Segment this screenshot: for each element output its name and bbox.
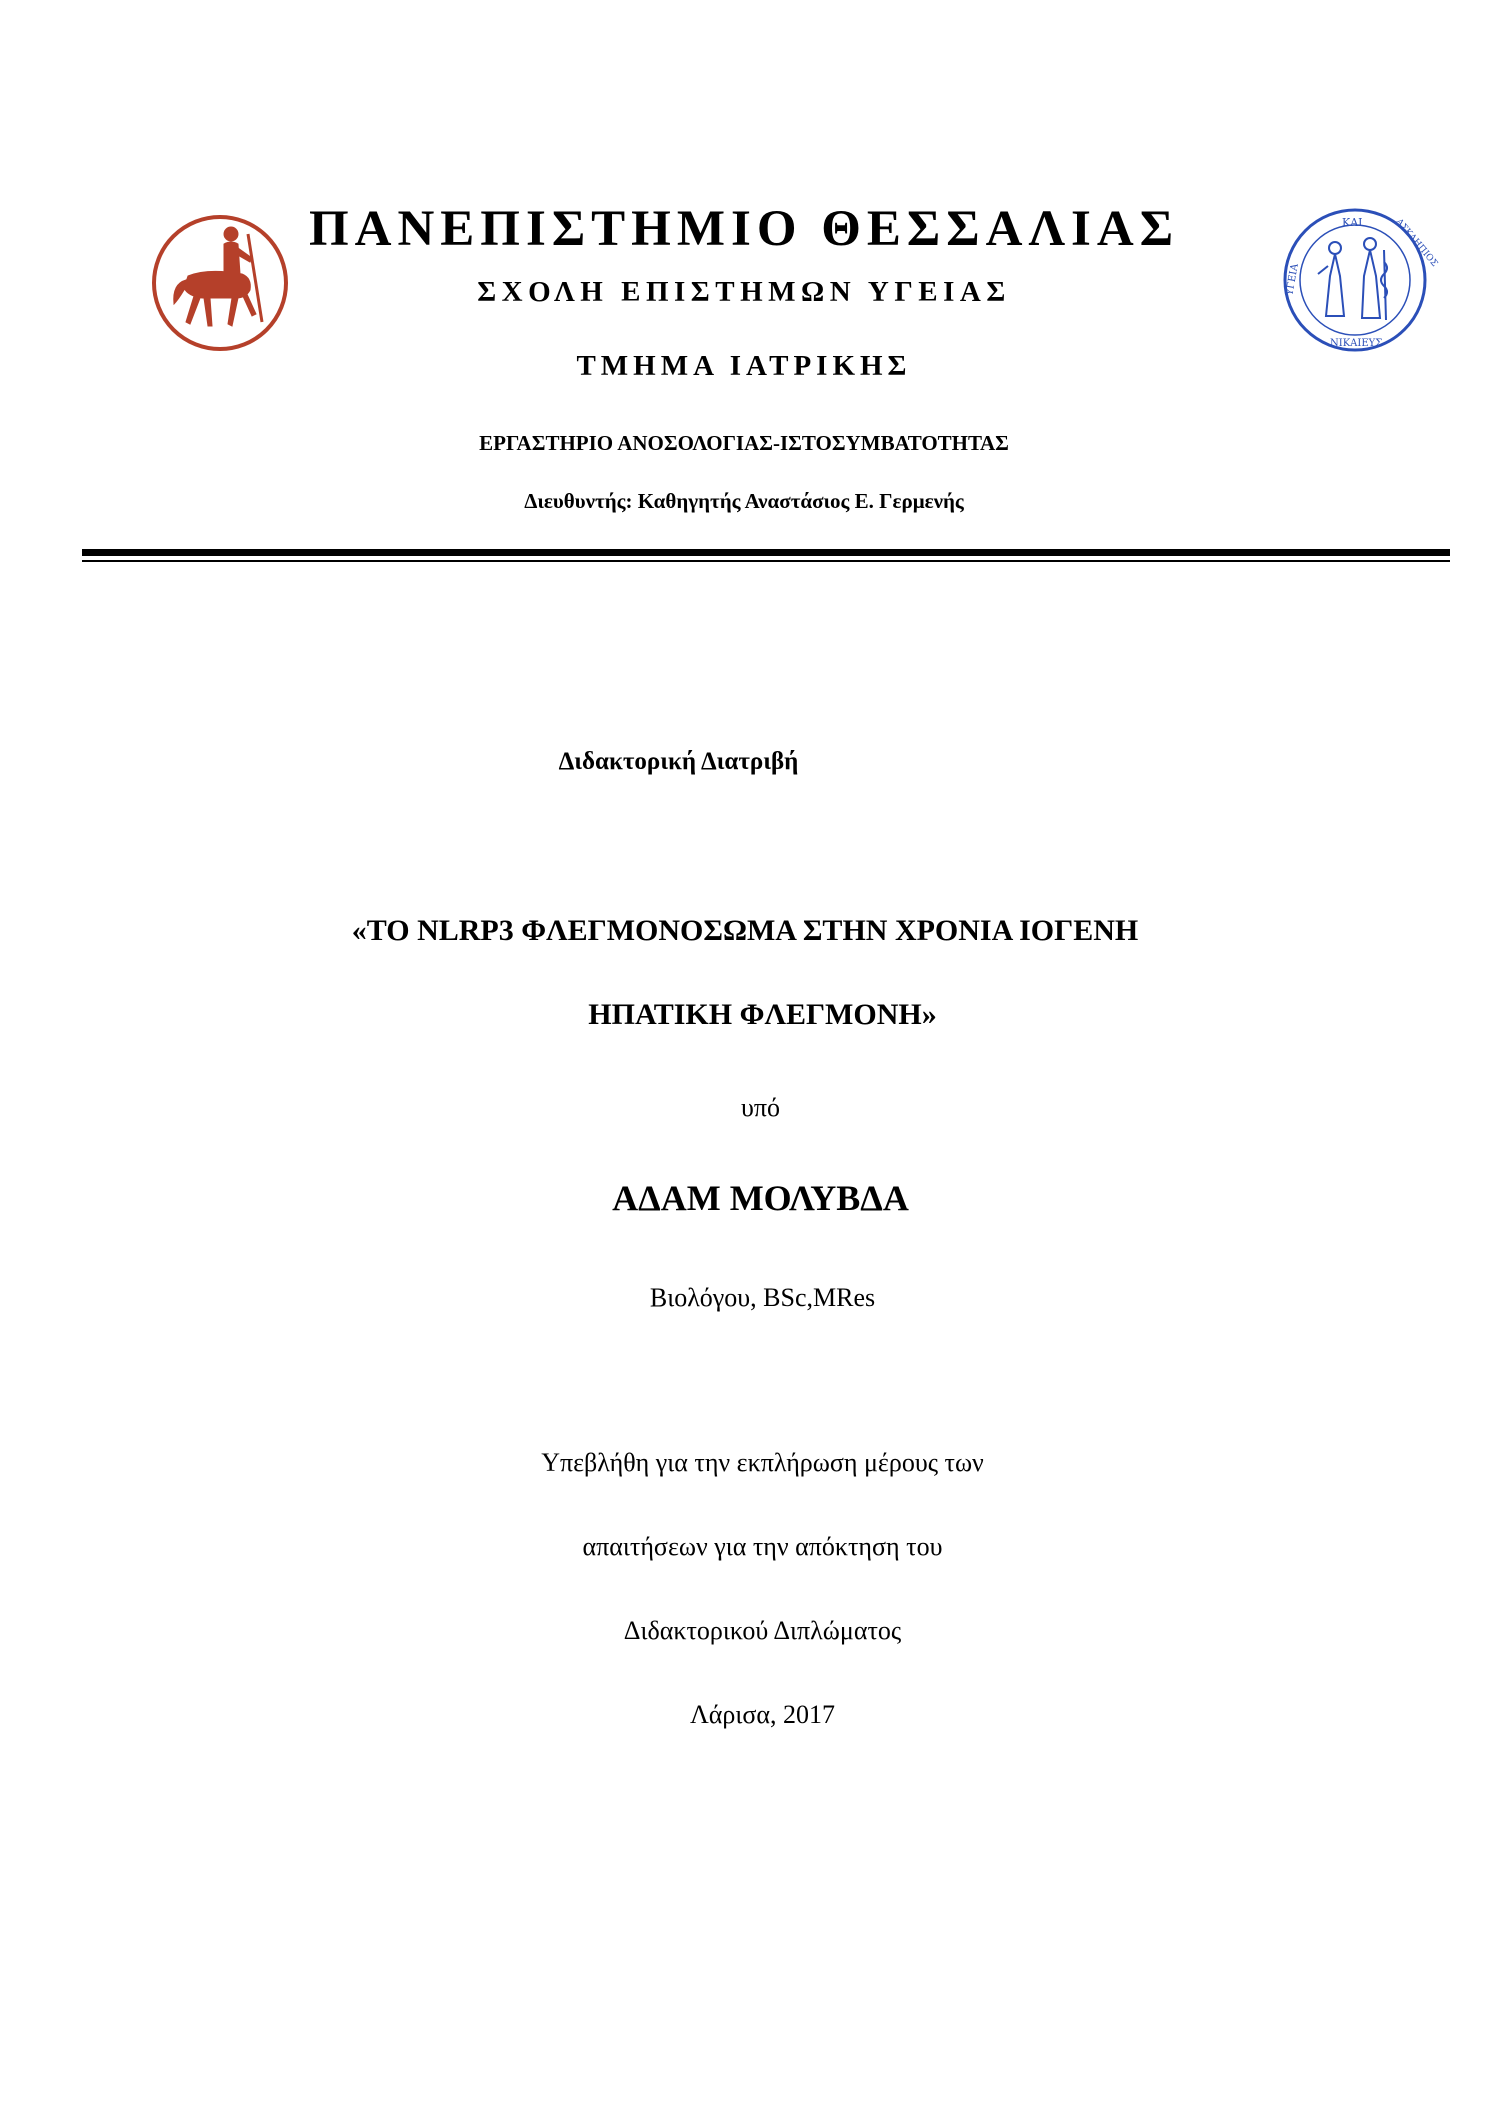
header-divider-thin: [82, 560, 1450, 562]
place-and-date: Λάρισα, 2017: [689, 1700, 836, 1729]
thesis-title-line-1: «ΤΟ NLRP3 ΦΛΕΓΜΟΝΟΣΩΜΑ ΣΤΗΝ ΧΡΟΝΙΑ ΙΟΓΕΝΗ: [351, 914, 1139, 947]
document-type: Διδακτορική Διατριβή: [558, 748, 799, 775]
laboratory-name: ΕΡΓΑΣΤΗΡΙΟ ΑΝΟΣΟΛΟΓΙΑΣ-ΙΣΤΟΣΥΜΒΑΤΟΤΗΤΑΣ: [479, 431, 1009, 455]
director-line: Διευθυντής: Καθηγητής Αναστάσιος Ε. Γερμενής: [524, 489, 964, 513]
thesis-title-line-2: ΗΠΑΤΙΚΗ ΦΛΕΓΜΟΝΗ»: [588, 998, 937, 1031]
svg-text:ΥΓΕΙΑ: ΥΓΕΙΑ: [1284, 262, 1301, 297]
author-degrees: Βιολόγου, BSc,MRes: [649, 1283, 876, 1312]
by-label: υπό: [741, 1093, 780, 1122]
svg-text:ΚΑΙ: ΚΑΙ: [1342, 216, 1363, 229]
submission-line-3: Διδακτορικού Διπλώματος: [623, 1616, 902, 1645]
school-name: ΣΧΟΛΗ ΕΠΙΣΤΗΜΩΝ ΥΓΕΙΑΣ: [477, 276, 1011, 308]
submission-line-2: απαιτήσεων για την απόκτηση του: [582, 1532, 943, 1561]
department-name: ΤΜΗΜΑ ΙΑΤΡΙΚΗΣ: [576, 350, 912, 382]
svg-text:ΝΙΚΑΙΕΥΣ: ΝΙΚΑΙΕΥΣ: [1330, 338, 1383, 349]
university-name: ΠΑΝΕΠΙΣΤΗΜΙΟ ΘΕΣΣΑΛΙΑΣ: [308, 201, 1180, 257]
svg-text:ΑΣΚΛΗΠΙΟΣ: ΑΣΚΛΗΠΙΟΣ: [1393, 217, 1440, 269]
submission-line-1: Υπεβλήθη για την εκπλήρωση μέρους των: [541, 1448, 984, 1477]
header-divider-thick: [82, 549, 1450, 556]
author-name: ΑΔΑΜ ΜΟΛΥΒΔΑ: [612, 1178, 909, 1218]
